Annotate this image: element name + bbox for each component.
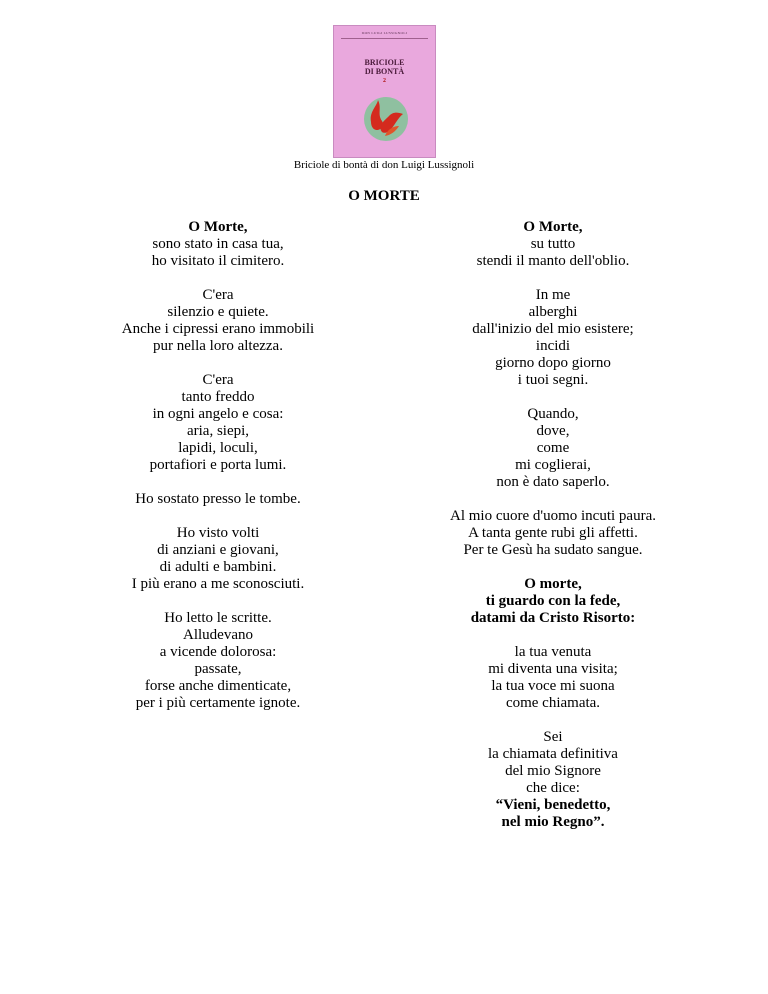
poem-line: Sei — [543, 729, 563, 745]
book-cover-image — [333, 25, 436, 158]
poem-line: dove, — [536, 423, 570, 439]
cover-author: DON LUIGI LUSSIGNOLI — [361, 31, 408, 35]
poem-line: O morte, — [524, 576, 582, 592]
poem-stanza — [425, 644, 681, 712]
poem-line: la chiamata definitiva — [488, 746, 618, 762]
poem-line: Anche i cipressi erano immobili — [121, 321, 315, 337]
poem-line: la tua venuta — [514, 644, 592, 660]
poem-line: non è dato saperlo. — [496, 474, 610, 490]
poem-stanza — [425, 406, 681, 491]
poem-stanza — [90, 372, 346, 474]
poem-line: aria, siepi, — [186, 423, 250, 439]
cover-title-line-1: BRICIOLE — [364, 58, 405, 67]
poem-line: alberghi — [528, 304, 578, 320]
poem-line: ho visitato il cimitero. — [151, 253, 285, 269]
cover-divider — [341, 38, 428, 39]
cover-volume-number: 2 — [383, 78, 386, 84]
poem-line: di anziani e giovani, — [157, 542, 279, 558]
poem-line: silenzio e quiete. — [167, 304, 269, 320]
poem-line: su tutto — [530, 236, 576, 252]
poem-line: mi coglierai, — [515, 457, 591, 473]
flame-emblem-icon — [363, 96, 409, 142]
poem-line: giorno dopo giorno — [495, 355, 611, 371]
poem-line: in ogni angelo e cosa: — [152, 406, 284, 422]
poem-line: di adulti e bambini. — [159, 559, 277, 575]
poem-line: sono stato in casa tua, — [152, 236, 284, 252]
poem-line: per i più certamente ignote. — [135, 695, 301, 711]
poem-line: Quando, — [527, 406, 579, 422]
poem-line: incidi — [535, 338, 571, 354]
poem-line: come — [536, 440, 570, 456]
poem-stanza — [425, 508, 681, 559]
poem-line: come chiamata. — [505, 695, 601, 711]
poem-line: che dice: — [526, 780, 580, 796]
cover-title — [333, 58, 436, 76]
poem-line: stendi il manto dell'oblio. — [476, 253, 630, 269]
poem-line: portafiori e porta lumi. — [149, 457, 287, 473]
poem-line: dall'inizio del mio esistere; — [472, 321, 634, 337]
poem-line: pur nella loro altezza. — [153, 338, 283, 354]
poem-line: C'era — [202, 287, 234, 303]
poem-line: forse anche dimenticate, — [144, 678, 292, 694]
poem-line: mi diventa una visita; — [488, 661, 618, 677]
poem-line: “Vieni, benedetto, — [495, 797, 611, 813]
poem-line: Ho letto le scritte. — [164, 610, 272, 626]
poem-line: nel mio Regno”. — [501, 814, 605, 830]
cover-title-line-2: DI BONTÀ — [364, 67, 405, 76]
poem-stanza — [90, 287, 346, 355]
poem-line: O Morte, — [188, 219, 248, 235]
poem-line: tanto freddo — [181, 389, 255, 405]
poem-stanza — [90, 525, 346, 593]
poem-line: passate, — [194, 661, 242, 677]
poem-line: datami da Cristo Risorto: — [470, 610, 636, 626]
poem-line: In me — [535, 287, 571, 303]
poem-line: O Morte, — [523, 219, 583, 235]
poem-stanza — [90, 491, 346, 508]
poem-line: del mio Signore — [505, 763, 601, 779]
poem-line: a vicende dolorosa: — [159, 644, 277, 660]
image-caption: Briciole di bontà di don Luigi Lussignoli — [293, 159, 475, 171]
poem-line: C'era — [202, 372, 234, 388]
poem-left-column — [90, 219, 346, 729]
poem-line: I più erano a me sconosciuti. — [131, 576, 305, 592]
poem-stanza — [425, 576, 681, 627]
poem-line: Al mio cuore d'uomo incuti paura. — [450, 508, 656, 524]
poem-stanza — [425, 219, 681, 270]
poem-right-column — [425, 219, 681, 848]
poem-line: Per te Gesù ha sudato sangue. — [463, 542, 643, 558]
poem-line: Ho visto volti — [176, 525, 260, 541]
poem-line: lapidi, loculi, — [178, 440, 258, 456]
poem-line: Alludevano — [183, 627, 253, 643]
poem-title: O MORTE — [348, 188, 420, 204]
poem-stanza — [425, 287, 681, 389]
poem-line: la tua voce mi suona — [491, 678, 615, 694]
poem-stanza — [90, 219, 346, 270]
poem-line: ti guardo con la fede, — [485, 593, 621, 609]
poem-stanza — [90, 610, 346, 712]
poem-line: i tuoi segni. — [517, 372, 589, 388]
poem-stanza — [425, 729, 681, 831]
poem-line: A tanta gente rubi gli affetti. — [468, 525, 638, 541]
poem-line: Ho sostato presso le tombe. — [135, 491, 301, 507]
